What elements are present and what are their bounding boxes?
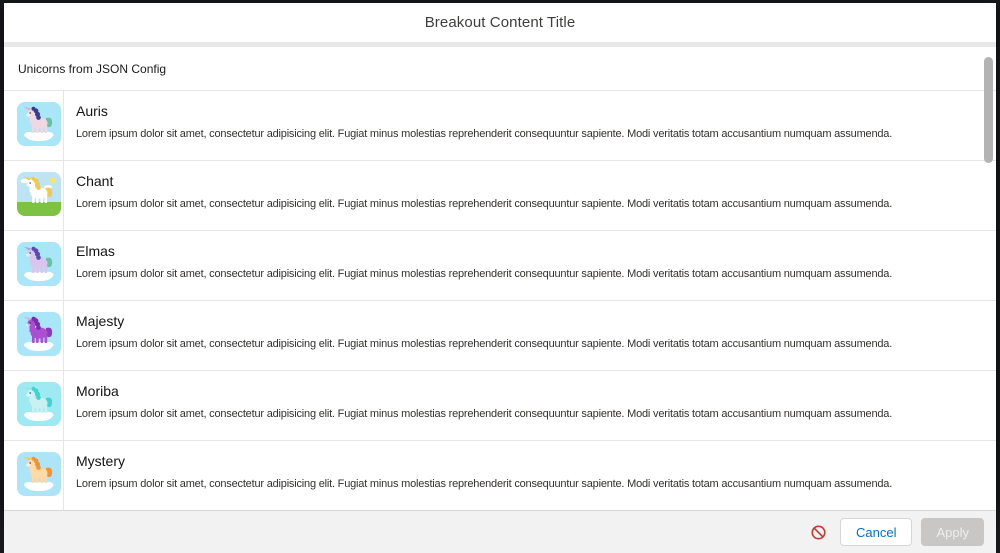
unicorn-image (17, 382, 61, 426)
list-item[interactable] (4, 300, 996, 370)
list-item[interactable] (4, 90, 996, 160)
item-description: Lorem ipsum dolor sit amet, consectetur adipisicing elit. Fugiat minus molestias reprehenderit consequuntur sapiente. Modi veritatis totam accusantium numquam assumenda. (76, 198, 893, 210)
item-description: Lorem ipsum dolor sit amet, consectetur adipisicing elit. Fugiat minus molestias reprehenderit consequuntur sapiente. Modi veritatis totam accusantium numquam assumenda. (76, 338, 893, 350)
item-description: Lorem ipsum dolor sit amet, consectetur adipisicing elit. Fugiat minus molestias reprehenderit consequuntur sapiente. Modi veritatis totam accusantium numquam assumenda. (76, 478, 893, 490)
unicorn-image-cell (4, 441, 64, 510)
list-item[interactable] (4, 440, 996, 510)
item-text-cell (64, 91, 996, 160)
item-text-cell (64, 231, 996, 300)
modal-title: Breakout Content Title (424, 14, 576, 31)
unicorn-list (4, 90, 996, 510)
item-name: Auris (76, 103, 108, 119)
unicorn-image-cell (4, 301, 64, 370)
scrollbar-thumb[interactable] (984, 57, 993, 163)
modal-body (4, 47, 996, 510)
unicorn-image-cell (4, 231, 64, 300)
modal-footer (4, 510, 996, 553)
item-name: Mystery (76, 453, 125, 469)
ban-icon (810, 524, 827, 541)
unicorn-image-cell (4, 91, 64, 160)
unicorn-image (17, 102, 61, 146)
item-text-cell (64, 371, 996, 440)
item-description: Lorem ipsum dolor sit amet, consectetur adipisicing elit. Fugiat minus molestias reprehenderit consequuntur sapiente. Modi veritatis totam accusantium numquam assumenda. (76, 408, 893, 420)
breakout-modal (4, 3, 996, 540)
unicorn-image-cell (4, 371, 64, 440)
item-text-cell (64, 161, 996, 230)
list-item[interactable] (4, 160, 996, 230)
item-name: Moriba (76, 383, 119, 399)
list-item[interactable] (4, 230, 996, 300)
unicorn-image (17, 242, 61, 286)
apply-button[interactable]: Apply (921, 518, 984, 546)
item-description: Lorem ipsum dolor sit amet, consectetur adipisicing elit. Fugiat minus molestias reprehenderit consequuntur sapiente. Modi veritatis totam accusantium numquam assumenda. (76, 128, 893, 140)
item-text-cell (64, 441, 996, 510)
item-name: Elmas (76, 243, 115, 259)
item-name: Chant (76, 173, 114, 189)
unicorn-image (17, 452, 61, 496)
unicorn-image (17, 312, 61, 356)
section-label: Unicorns from JSON Config (18, 62, 167, 76)
list-item[interactable] (4, 370, 996, 440)
cancel-button[interactable]: Cancel (840, 518, 912, 546)
item-name: Majesty (76, 313, 125, 329)
unicorn-image-cell (4, 161, 64, 230)
modal-header (4, 3, 996, 42)
unicorn-image (17, 172, 61, 216)
item-text-cell (64, 301, 996, 370)
item-description: Lorem ipsum dolor sit amet, consectetur adipisicing elit. Fugiat minus molestias reprehenderit consequuntur sapiente. Modi veritatis totam accusantium numquam assumenda. (76, 268, 893, 280)
